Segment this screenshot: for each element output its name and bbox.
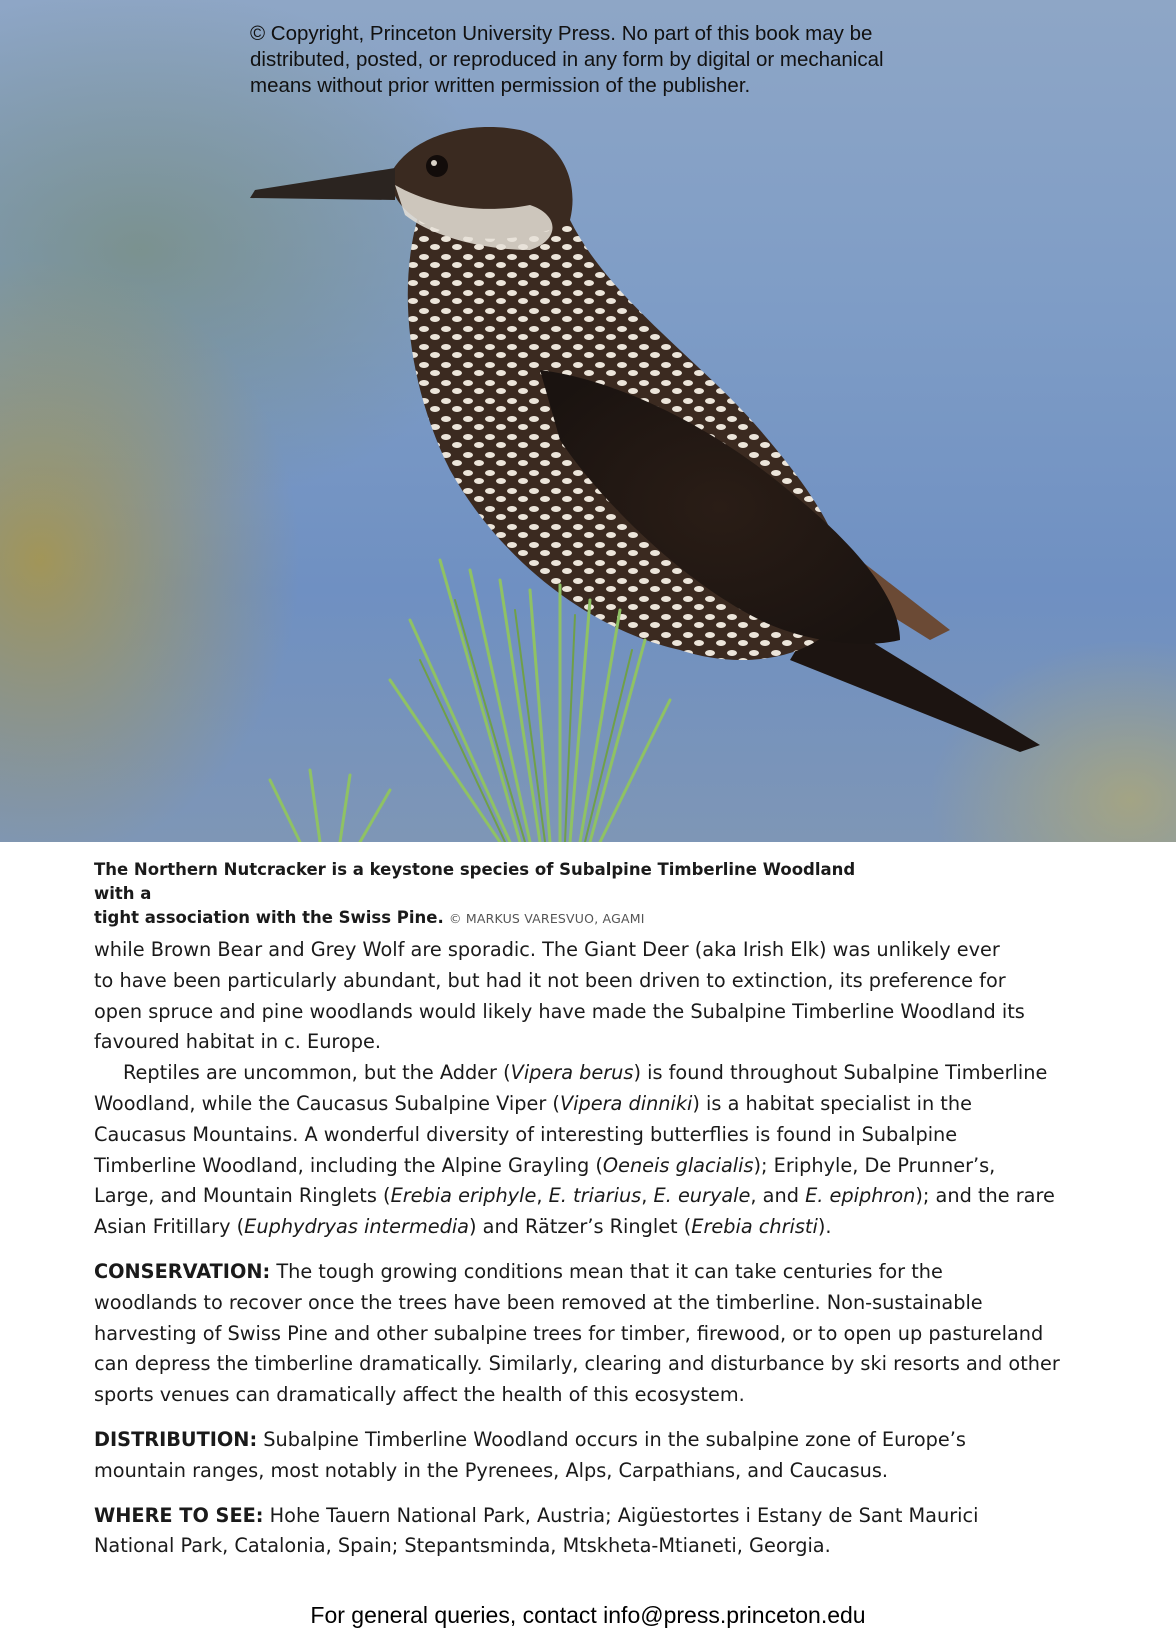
copyright-notice: [250, 21, 970, 99]
text-run: ) and Rätzer’s Ringlet (: [469, 1215, 692, 1239]
text-run: ) is found throughout Subalpine Timberline: [633, 1061, 1048, 1085]
text-line: harvesting of Swiss Pine and other subalpine trees for timber, firewood, or to open up pastureland: [94, 1321, 1044, 1345]
caption-line-2: [94, 906, 894, 931]
species-name: Euphydryas intermedia: [244, 1215, 469, 1239]
text-run: Caucasus Mountains. A wonderful diversity of interesting butterflies is found in Subalpine: [94, 1122, 958, 1146]
text-line: to have been particularly abundant, but had it not been driven to extinction, its preference for: [94, 968, 1006, 992]
text-line: The tough growing conditions mean that it can take centuries for the: [270, 1259, 943, 1283]
copyright-line: means without prior written permission of the publisher.: [250, 74, 751, 97]
eye-shape: [426, 155, 448, 177]
section-label: WHERE TO SEE:: [94, 1503, 264, 1527]
text-line: woodlands to recover once the trees have been removed at the timberline. Non-sustainable: [94, 1290, 983, 1314]
text-line: Subalpine Timberline Woodland occurs in the subalpine zone of Europe’s: [257, 1427, 966, 1451]
photo-caption: [94, 858, 894, 931]
section-label: DISTRIBUTION:: [94, 1427, 258, 1451]
species-name: Vipera berus: [510, 1061, 634, 1085]
section-label: CONSERVATION:: [94, 1259, 271, 1283]
copyright-line: © Copyright, Princeton University Press. No part of this book may be: [250, 22, 873, 45]
text-line: favoured habitat in c. Europe.: [94, 1030, 381, 1054]
beak-shape: [250, 168, 395, 200]
text-run: ) is a habitat specialist in the: [692, 1091, 972, 1115]
text-line: open spruce and pine woodlands would likely have made the Subalpine Timberline Woodland its: [94, 999, 1025, 1023]
text-line: while Brown Bear and Grey Wolf are sporadic. The Giant Deer (aka Irish Elk) was unlikely ever: [94, 938, 1000, 961]
species-name: Erebia eriphyle: [390, 1184, 537, 1208]
text-line: sports venues can dramatically affect the health of this ecosystem.: [94, 1383, 745, 1407]
caption-line: The Northern Nutcracker is a keystone species of Subalpine Timberline Woodland with a: [94, 860, 856, 903]
caption-bold-text: tight association with the Swiss Pine.: [94, 908, 444, 927]
species-name: E. triarius: [548, 1184, 642, 1208]
text-run: , and: [750, 1184, 806, 1208]
text-run: Asian Fritillary (: [94, 1215, 245, 1239]
text-line: Hohe Tauern National Park, Austria; Aigüestortes i Estany de Sant Maurici: [263, 1503, 979, 1527]
footer-contact: For general queries, contact info@press.princeton.edu: [310, 1602, 866, 1628]
text-line: can depress the timberline dramatically. Similarly, clearing and disturbance by ski resorts and other: [94, 1352, 1060, 1376]
species-name: Erebia christi: [691, 1215, 818, 1239]
text-run: ); Eriphyle, De Prunner’s,: [753, 1153, 996, 1177]
text-run: Large, and Mountain Ringlets (: [94, 1184, 391, 1208]
text-run: ).: [817, 1215, 832, 1239]
photo-credit: © MARKUS VARESVUO, AGAMI: [449, 911, 645, 926]
text-run: ,: [641, 1184, 654, 1208]
text-run: ,: [536, 1184, 549, 1208]
text-run: ); and the rare: [915, 1184, 1055, 1208]
paragraph-mammals: [94, 935, 1094, 1058]
species-name: Vipera dinniki: [559, 1091, 693, 1115]
paragraph-reptiles: [94, 1058, 1094, 1243]
species-name: Oeneis glacialis: [602, 1153, 754, 1177]
species-name: E. epiphron: [805, 1184, 916, 1208]
species-name: E. euryale: [653, 1184, 751, 1208]
text-line: National Park, Catalonia, Spain; Stepantsminda, Mtskheta-Mtianeti, Georgia.: [94, 1534, 831, 1558]
text-line: mountain ranges, most notably in the Pyrenees, Alps, Carpathians, and Caucasus.: [94, 1458, 889, 1482]
paragraph-conservation: [94, 1257, 1094, 1411]
paragraph-where-to-see: [94, 1501, 1094, 1563]
text-run: Woodland, while the Caucasus Subalpine Viper (: [94, 1091, 560, 1115]
text-run: Reptiles are uncommon, but the Adder (: [123, 1061, 511, 1085]
article-body: [94, 935, 1094, 1562]
paragraph-distribution: [94, 1425, 1094, 1487]
copyright-line: distributed, posted, or reproduced in any form by digital or mechanical: [250, 48, 884, 71]
text-run: Timberline Woodland, including the Alpine Grayling (: [94, 1153, 603, 1177]
